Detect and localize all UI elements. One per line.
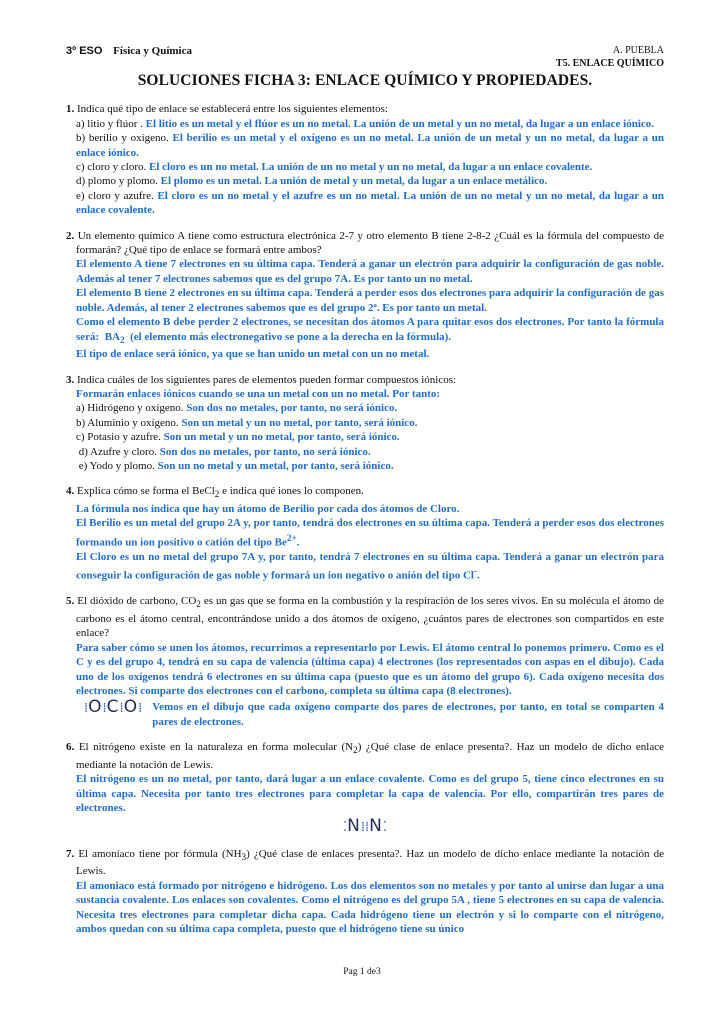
question-6 [66, 740, 664, 836]
answer-item: a) litio y flúor . El litio es un metal y el flúor es un no metal. La unión de un metal y un no metal, da lugar a un enlace iónico. [76, 117, 655, 130]
answer-item: d) Azufre y cloro. Son dos no metales, por tanto, no será iónico. [78, 445, 371, 458]
answer-paragraph: El tipo de enlace será iónico, ya que se han unido un metal con un no metal. [76, 348, 430, 361]
answer-item: e) Yodo y plomo. Son un no metal y un metal, por tanto, será iónico. [78, 459, 394, 472]
answer-item: c) cloro y cloro. El cloro es un no metal. La unión de un no metal y un no metal, da lugar a un enlace covalente. [76, 161, 593, 174]
course-info [66, 44, 192, 58]
answer-paragraph: El Berilio es un metal del grupo 2A y, por tanto, tendrá dos electrones en su última capa. Tenderá a perder esos dos electrones formando un ion positivo o catión del tipo $Be^{2+}$. [76, 517, 664, 549]
question-2-text: 2. Un elemento químico A tiene como estructura electrónica 2-7 y otro elemento B tiene 2-8-2 ¿Cuál es la fórmula del compuesto de formarán? ¿Qué tipo de enlace se formará entre ambos? [66, 229, 665, 257]
answer-paragraph: El nitrógeno es un no metal, por tanto, dará lugar a un enlace covalente. Como es del grupo 5, tiene cinco electrones en su última capa. Necesita por tanto tres electrones para completar la capa de valencia. Por ello, compartirán tres pares de electrones. [76, 773, 664, 814]
answer-item: b) berilio y oxígeno. El berilio es un metal y el oxígeno es un no metal. La unión de un metal y un no metal, da lugar a un enlace iónico. [76, 132, 664, 159]
answer-paragraph: El elemento B tiene 2 electrones en su última capa. Tenderá a perder esos dos electrones para adquirir la configuración de gas noble. Además, al tener 2 electrones sabemos que es del grupo 2ª. Es por tanto un metal. [76, 287, 664, 314]
answer-paragraph: El Cloro es un no metal del grupo 7A y, por tanto, tendrá 7 electrones en su última capa. Tenderá a ganar un electrón para conseguir la configuración de gas noble y formará un ion negativo o anión del tipo Cl-. [76, 550, 664, 582]
question-5 [66, 594, 664, 729]
question-4-text: 4. Explica cómo se forma el BeCl$_2$ e indica qué iones lo componen. [66, 485, 364, 500]
page-footer: Pag 1 de3 [343, 967, 381, 977]
answer-intro: Formarán enlaces iónicos cuando se una un metal con un no metal. Por tanto: [76, 387, 441, 400]
question-1 [66, 102, 664, 217]
answer-item: b) Aluminio y oxígeno. Son un metal y un no metal, por tanto, será iónico. [76, 416, 418, 429]
question-2 [66, 229, 664, 362]
page-header [66, 40, 664, 68]
document-page [66, 40, 664, 947]
lewis-note: Vemos en el dibujo que cada oxígeno comparte dos pares de electrones, por tanto, en total se comparten 4 pares de electrones. [152, 701, 664, 728]
lewis-co2-row [66, 697, 664, 729]
question-3-text: 3. Indica cuáles de los siguientes pares de elementos pueden formar compuestos iónicos: [66, 373, 457, 386]
formula: $BA_2$ [104, 330, 125, 345]
author-info [556, 44, 664, 70]
answer-item: d) plomo y plomo. El plomo es un metal. La unión de metal y un metal, da lugar a un enlace metálico. [76, 175, 548, 188]
answer-paragraph: El amoniaco está formado por nitrógeno e hidrógeno. Los dos elementos son no metales y por tanto al unirse dan lugar a una sustancia covalente. Los enlaces son covalentes. Como el nitrógeno es del grupo 5A , tiene 5 electrones en su capa de valencia. Necesita tres electrones para completar dicha capa. Cada hidrógeno tiene un electrón y si lo comparte con el nitrógeno, ambos quedan con su última capa completa, puesto que el hidrógeno tiene su único [76, 879, 664, 935]
question-3 [66, 373, 664, 474]
lewis-structure-n2: ⁚N⁞⁞N⁚ [343, 816, 387, 837]
question-7-text: 7. El amoníaco tiene por fórmula $(NH_3)$ ¿Qué clase de enlaces presenta?. Haz un modelo de dicho enlace mediante la notación de Lewis. [66, 847, 664, 878]
question-1-text: 1. Indica qué tipo de enlace se establecerá entre los siguientes elementos: [66, 103, 388, 116]
question-4 [66, 484, 664, 583]
answer-paragraph: Para saber cómo se unen los átomos, recurrimos a representarlo por Lewis. El átomo central lo ponemos primero. Como es el C y es del grupo 4, tendrá en su capa de valencia (última capa) 4 electrones (los representados con aspas en el dibujo). Cada uno de los oxígenos tendrá 6 electrones en su última capa (puesto que es un átomo del grupo 6). Cada oxígeno necesita dos electrones. Si comparte dos electrones con el carbono, completa su última capa (8 electrones). [76, 641, 664, 697]
question-6-text: 6. El nitrógeno existe en la naturaleza en forma molecular $(N_2)$ ¿Qué clase de enlace presenta?. Haz un modelo de dicho enlace mediante la notación de Lewis. [66, 741, 664, 771]
question-7 [66, 847, 664, 937]
author-name: A. PUEBLA [612, 45, 664, 56]
subject-label: Física y Química [113, 45, 192, 57]
answer-paragraph: Como el elemento B debe perder 2 electrones, se necesitan dos átomos A para quitar esos dos electrones. Por tanto la fórmula será: $BA_2$ (el elemento más electronegativo se pone a la derecha en la fórmula). [76, 316, 664, 345]
answer-item: a) Hidrógeno y oxígeno. Son dos no metales, por tanto, no será iónico. [76, 402, 398, 415]
answer-paragraph: La fórmula nos indica que hay un átomo de Berilio por cada dos átomos de Cloro. [76, 502, 460, 515]
question-5-text: 5. El dióxido de carbono, $CO_2$ es un gas que se forma en la combustión y la respiración de los seres vivos. En su molécula el átomo de carbono es el átomo central, encontrándose unido a dos átomos de oxígeno, ¿cuántos pares de electrones son compartidos en este enlace? [66, 595, 665, 640]
answer-item: e) cloro y azufre. El cloro es un no metal y el azufre es un no metal. La unión de un no metal y un no metal, da lugar a un enlace covalente. [76, 189, 665, 217]
answer-item: c) Potasio y azufre. Son un metal y un no metal, por tanto, será iónico. [76, 431, 400, 444]
course-label: 3º ESO [66, 45, 103, 57]
unit-title: T5. ENLACE QUÍMICO [555, 58, 664, 69]
lewis-structure-co2: ⁞O⁞C⁞O⁞ [84, 697, 143, 718]
answer-paragraph: El elemento A tiene 7 electrones en su última capa. Tenderá a ganar un electrón para adquirir la configuración de gas noble. Además al tener 7 electrones sabemos que es del grupo 7A. Es por tanto un no metal. [76, 258, 664, 285]
page-title: SOLUCIONES FICHA 3: ENLACE QUÍMICO Y PROPIEDADES. [137, 72, 593, 89]
